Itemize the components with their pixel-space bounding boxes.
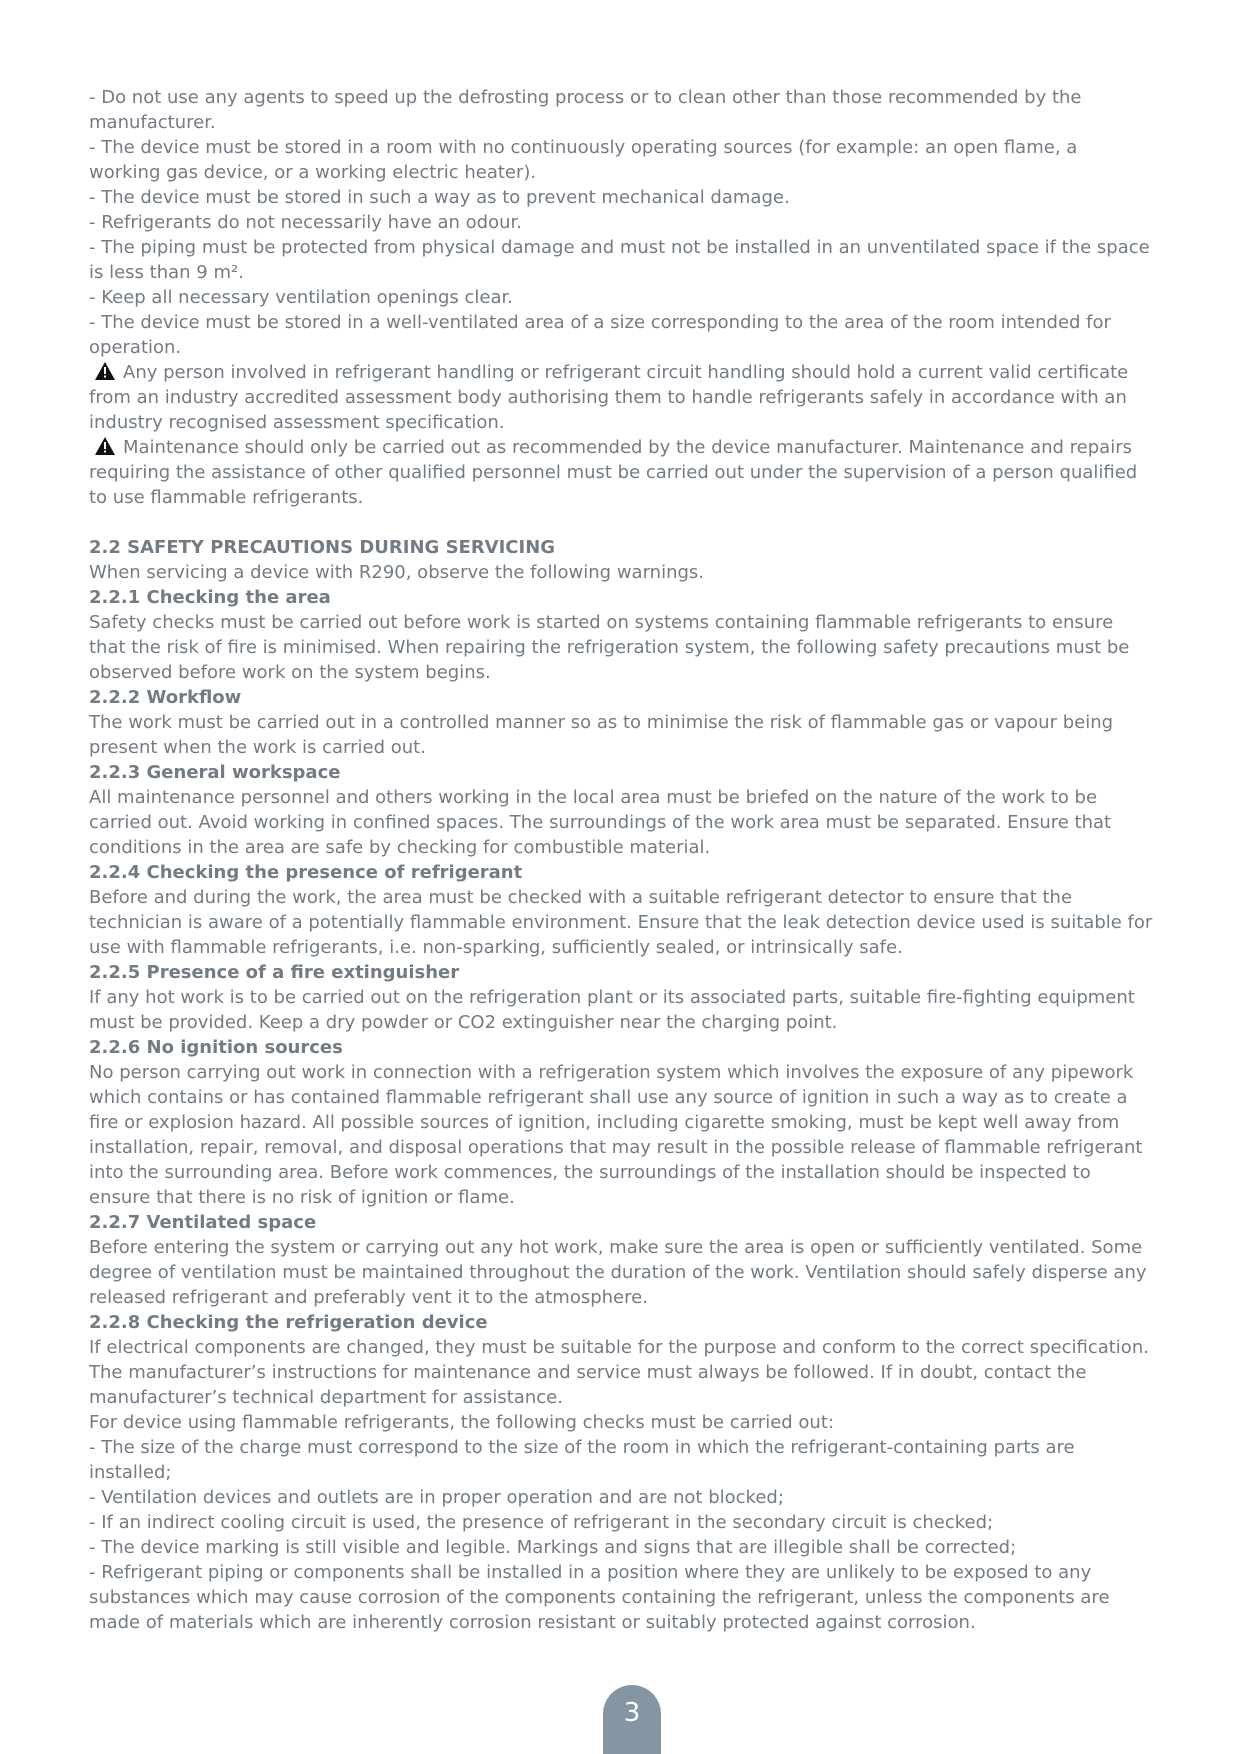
check-item: - Refrigerant piping or components shall be installed in a position where they are unlikely to be exposed to any substances which may cause corrosion of the components containing the refrigerant, unless the components are made of materials which are inherently corrosion resistant or suitably protected against corrosion. (89, 1562, 1110, 1633)
warning-triangle-icon (95, 437, 115, 455)
subsection-text: If any hot work is to be carried out on the refrigeration plant or its associated parts, suitable fire-fighting equipment must be provided. Keep a dry powder or CO2 extinguisher near the charging point. (89, 987, 1135, 1033)
page-number: 3 (603, 1685, 661, 1754)
warning-text: Any person involved in refrigerant handling or refrigerant circuit handling should hold a current valid certificate from an industry accredited assessment body authorising them to handle refrigerants safely in accordance with an industry recognised assessment specification. (89, 362, 1129, 433)
subsection-text: Before entering the system or carrying out any hot work, make sure the area is open or sufficiently ventilated. Some degree of ventilation must be maintained throughout the duration of the work. Ventilation should safely disperse any released refrigerant and preferably vent it to the atmosphere. (89, 1237, 1147, 1308)
warning-text: Maintenance should only be carried out as recommended by the device manufacturer. Maintenance and repairs requiring the assistance of other qualified personnel must be carried out under the supervision of a person qualified to use flammable refrigerants. (89, 437, 1138, 508)
subsection-title: 2.2.7 Ventilated space (89, 1212, 317, 1233)
list-item: - Refrigerants do not necessarily have an odour. (89, 212, 522, 233)
subsection-text: No person carrying out work in connection with a refrigeration system which involves the exposure of any pipework which contains or has contained flammable refrigerant shall use any source of ignition in such a way as to create a fire or explosion hazard. All possible sources of ignition, including cigarette smoking, must be kept well away from installation, repair, removal, and disposal operations that may result in the possible release of flammable refrigerant into the surrounding area. Before work commences, the surroundings of the installation should be inspected to ensure that there is no risk of ignition or flame. (89, 1062, 1143, 1208)
subsection-title: 2.2.4 Checking the presence of refrigerant (89, 862, 523, 883)
list-item: - Keep all necessary ventilation openings clear. (89, 287, 513, 308)
subsection-text: Before and during the work, the area must be checked with a suitable refrigerant detector to ensure that the technician is aware of a potentially flammable environment. Ensure that the leak detection device used is suitable for use with flammable refrigerants, i.e. non-sparking, sufficiently sealed, or intrinsically safe. (89, 887, 1153, 958)
warning-paragraph (89, 360, 1153, 435)
subsection-text: The work must be carried out in a controlled manner so as to minimise the risk of flammable gas or vapour being present when the work is carried out. (89, 712, 1114, 758)
check-item: - The size of the charge must correspond to the size of the room in which the refrigerant-containing parts are installed; (89, 1437, 1075, 1483)
subsection-title: 2.2.3 General workspace (89, 762, 341, 783)
section-title: 2.2 SAFETY PRECAUTIONS DURING SERVICING (89, 537, 556, 558)
list-item: - The device must be stored in such a way as to prevent mechanical damage. (89, 187, 790, 208)
subsection-text: Safety checks must be carried out before work is started on systems containing flammable refrigerants to ensure that the risk of fire is minimised. When repairing the refrigeration system, the following safety precautions must be observed before work on the system begins. (89, 612, 1130, 683)
check-item: - If an indirect cooling circuit is used, the presence of refrigerant in the secondary circuit is checked; (89, 1512, 994, 1533)
subsection-title: 2.2.6 No ignition sources (89, 1037, 343, 1058)
subsection-text: All maintenance personnel and others working in the local area must be briefed on the nature of the work to be carried out. Avoid working in confined spaces. The surroundings of the work area must be separated. Ensure that conditions in the area are safe by checking for combustible material. (89, 787, 1112, 858)
subsection-title: 2.2.1 Checking the area (89, 587, 331, 608)
section-intro: When servicing a device with R290, observe the following warnings. (89, 562, 705, 583)
warning-triangle-icon (95, 362, 115, 380)
check-item: - Ventilation devices and outlets are in proper operation and are not blocked; (89, 1487, 784, 1508)
subsection-title: 2.2.2 Workflow (89, 687, 242, 708)
subsection-title: 2.2.8 Checking the refrigeration device (89, 1312, 488, 1333)
warning-paragraph (89, 435, 1153, 510)
spacer (89, 510, 1153, 535)
subsection-title: 2.2.5 Presence of a fire extinguisher (89, 962, 460, 983)
list-item: - Do not use any agents to speed up the defrosting process or to clean other than those recommended by the manufacturer. (89, 87, 1082, 133)
subsection-text: If electrical components are changed, they must be suitable for the purpose and conform to the correct specification. The manufacturer’s instructions for maintenance and service must always be followed. If in doubt, contact the manufacturer’s technical department for assistance. (89, 1337, 1149, 1408)
checks-intro: For device using flammable refrigerants, the following checks must be carried out: (89, 1412, 834, 1433)
list-item: - The device must be stored in a well-ventilated area of a size corresponding to the area of the room intended for operation. (89, 312, 1111, 358)
list-item: - The piping must be protected from physical damage and must not be installed in an unventilated space if the space is less than 9 m². (89, 237, 1150, 283)
check-item: - The device marking is still visible and legible. Markings and signs that are illegible shall be corrected; (89, 1537, 1017, 1558)
list-item: - The device must be stored in a room with no continuously operating sources (for example: an open flame, a working gas device, or a working electric heater). (89, 137, 1078, 183)
document-body (89, 85, 1153, 1635)
